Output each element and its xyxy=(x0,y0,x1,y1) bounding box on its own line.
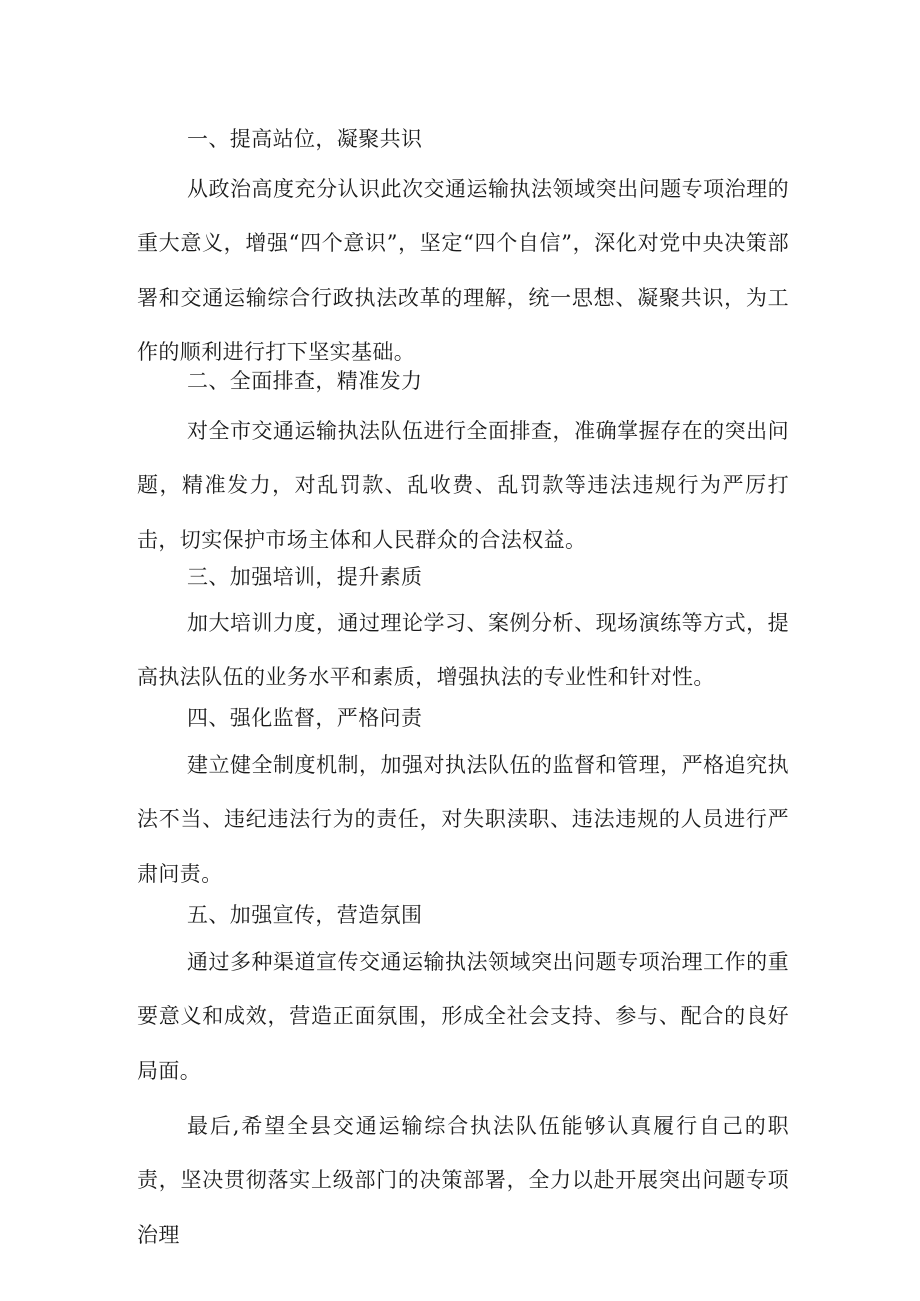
section-body-2: 对全市交通运输执法队伍进行全面排查，准确掌握存在的突出问题，精准发力，对乱罚款、乱收费、乱罚款等违法违规行为严厉打击，切实保护市场主体和人民群众的合法权益。 xyxy=(137,419,789,552)
closing-paragraph: 最后,希望全县交通运输综合执法队伍能够认真履行自己的职责，坚决贯彻落实上级部门的决策部署，全力以赴开展突出问题专项治理 xyxy=(137,1114,789,1247)
section-heading-4: 四、强化监督，严格问责 xyxy=(187,706,423,730)
section-body-4: 建立健全制度机制，加强对执法队伍的监督和管理，严格追究执法不当、违纪违法行为的责任，对失职渎职、违法违规的人员进行严肃问责。 xyxy=(137,753,789,886)
section-heading-1: 一、提高站位，凝聚共识 xyxy=(187,127,423,151)
section-heading-2: 二、全面排查，精准发力 xyxy=(187,369,423,393)
section-body-5: 通过多种渠道宣传交通运输执法领域突出问题专项治理工作的重要意义和成效，营造正面氛围，形成全社会支持、参与、配合的良好局面。 xyxy=(137,950,789,1083)
section-body-3: 加大培训力度，通过理论学习、案例分析、现场演练等方式，提高执法队伍的业务水平和素质，增强执法的专业性和针对性。 xyxy=(137,611,789,690)
section-heading-3: 三、加强培训，提升素质 xyxy=(187,565,423,589)
section-heading-5: 五、加强宣传，营造氛围 xyxy=(187,903,423,927)
section-body-1: 从政治高度充分认识此次交通运输执法领域突出问题专项治理的重大意义，增强“四个意识”，坚定“四个自信”，深化对党中央决策部署和交通运输综合行政执法改革的理解，统一思想、凝聚共识，为工作的顺利进行打下坚实基础。 xyxy=(137,177,789,364)
